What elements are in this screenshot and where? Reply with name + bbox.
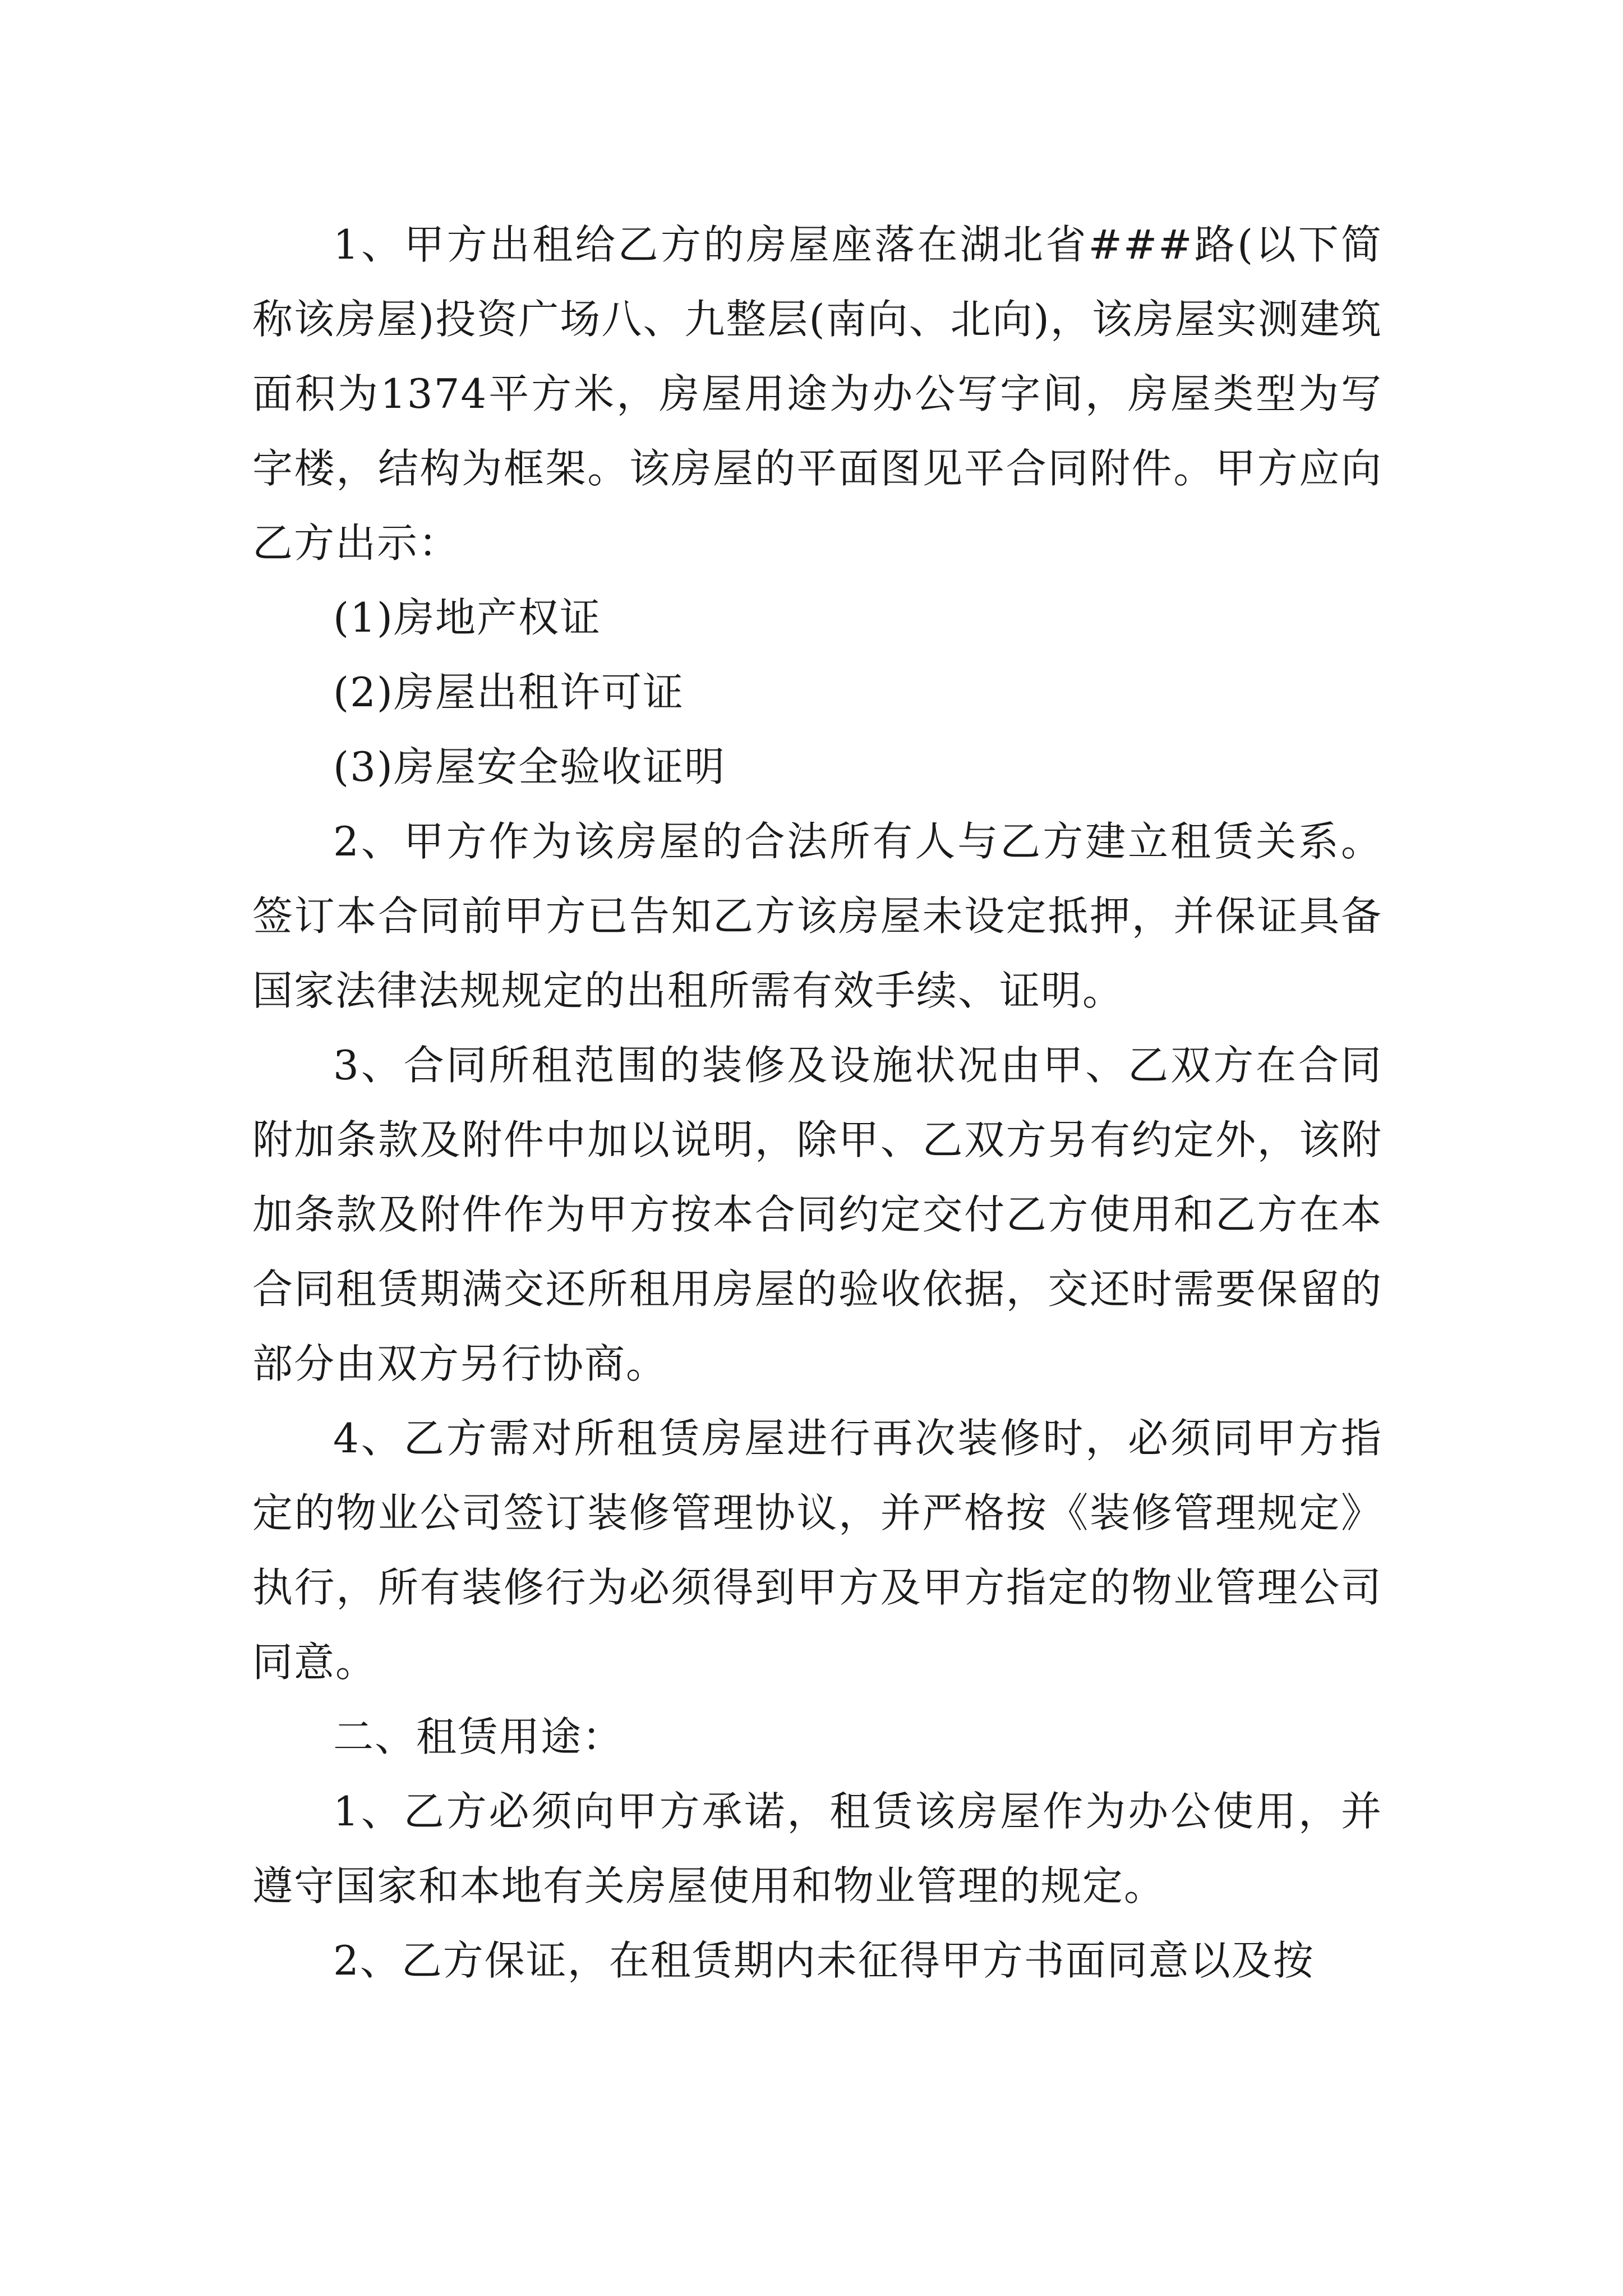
list-item-2: (2)房屋出租许可证 <box>333 669 684 716</box>
paragraph-1: 1、甲方出租给乙方的房屋座落在湖北省###路(以下简称该房屋)投资广场八、九整层(南向、北向)，该房屋实测建筑面积为1374平方米，房屋用途为办公写字间，房屋类型为写字楼，结构为框架。该房屋的平面图见平合同附件。甲方应向乙方出示： <box>252 221 1382 567</box>
section-heading: 二、租赁用途： <box>333 1713 624 1760</box>
paragraph-6: 2、乙方保证，在租赁期内未征得甲方书面同意以及按 <box>333 1937 1315 1984</box>
paragraph-5: 1、乙方必须向甲方承诺，租赁该房屋作为办公使用，并遵守国家和本地有关房屋使用和物业管理的规定。 <box>252 1788 1382 1910</box>
list-item-3: (3)房屋安全验收证明 <box>333 743 726 790</box>
list-item-1: (1)房地产权证 <box>333 594 601 641</box>
paragraph-4: 4、乙方需对所租赁房屋进行再次装修时，必须同甲方指定的物业公司签订装修管理协议，并严格按《装修管理规定》执行，所有装修行为必须得到甲方及甲方指定的物业管理公司同意。 <box>252 1415 1382 1686</box>
paragraph-2: 2、甲方作为该房屋的合法所有人与乙方建立租赁关系。签订本合同前甲方已告知乙方该房屋未设定抵押，并保证具备国家法律法规规定的出租所需有效手续、证明。 <box>252 818 1382 1014</box>
document-body <box>252 208 1382 1998</box>
paragraph-3: 3、合同所租范围的装修及设施状况由甲、乙双方在合同附加条款及附件中加以说明，除甲、乙双方另有约定外，该附加条款及附件作为甲方按本合同约定交付乙方使用和乙方在本合同租赁期满交还所租用房屋的验收依据，交还时需要保留的部分由双方另行协商。 <box>252 1042 1382 1387</box>
